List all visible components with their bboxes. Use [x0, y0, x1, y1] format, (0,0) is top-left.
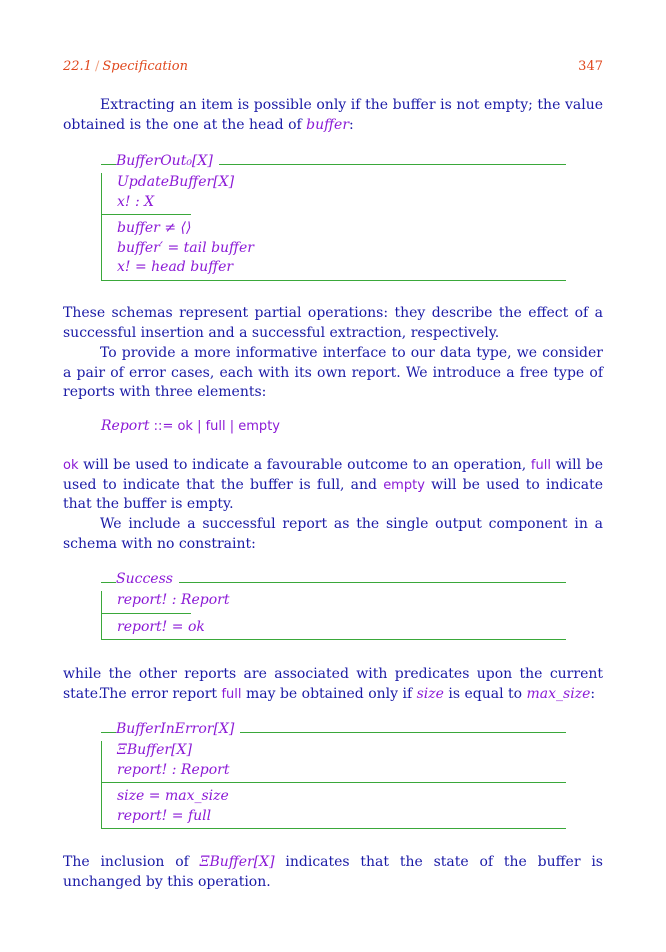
paragraph-text: will be used to indicate a favourable outcome to an operation,	[78, 457, 531, 473]
page-number: 347	[578, 59, 603, 74]
paragraph-report-meaning	[63, 456, 603, 515]
paragraph-other-reports: while the other reports are associated with predicates upon the current state.	[63, 666, 603, 702]
paragraph-text: may be obtained only if	[241, 686, 417, 702]
schema-buffer-out	[101, 153, 566, 281]
paragraph-error-cases: To provide a more informative interface to our data type, we consider a pair of error cases, each with its own report. We introduce a free type of reports with three elements:	[63, 345, 603, 400]
schema-divider	[102, 214, 191, 215]
schema-declaration: report! : Report	[117, 592, 230, 608]
schema-name: BufferOut₀[X]	[116, 153, 219, 169]
schema-divider	[102, 613, 191, 614]
free-type-definition	[101, 418, 280, 434]
schema-predicate: report! = full	[117, 807, 212, 824]
variable-xi-buffer: ΞBuffer[X]	[199, 854, 275, 870]
running-header-section	[63, 59, 188, 74]
schema-declaration: ΞBuffer[X]	[117, 742, 192, 758]
section-title: Specification	[102, 59, 188, 74]
schema-declaration: UpdateBuffer[X]	[117, 174, 235, 190]
constant-empty: empty	[383, 477, 425, 493]
paragraph-text: The inclusion of	[63, 854, 200, 870]
paragraph-successful-report: We include a successful report as the single output component in a schema with no constraint:	[63, 516, 603, 552]
schema-buffer-in-error	[101, 721, 566, 829]
paragraph-text: will be used to indicate that the buffer is full, and	[63, 457, 603, 493]
constant-full: full	[530, 458, 551, 473]
schema-success	[101, 571, 566, 640]
paragraph-inclusion	[63, 853, 603, 892]
schema-declaration: x! : X	[117, 193, 155, 210]
schema-name: BufferInError[X]	[116, 721, 240, 737]
paragraph-text: :	[349, 116, 354, 133]
schema-predicate: size = max_size	[117, 788, 229, 804]
variable-buffer: buffer	[306, 116, 350, 133]
section-number: 22.1	[63, 59, 92, 74]
paragraph-partial-operations: These schemas represent partial operations: they describe the effect of a successful insertion and a successful extraction, respectively.	[63, 305, 603, 341]
paragraph-text: :	[590, 686, 596, 702]
free-type-constructors: ::= ok | full | empty	[149, 419, 280, 434]
paragraph-extracting	[63, 96, 603, 135]
paragraph-error-full	[63, 685, 603, 705]
variable-size: size	[416, 686, 444, 702]
constant-full: full	[221, 687, 242, 702]
paragraph-text: will be used to indicate that the buffer is empty.	[63, 476, 603, 512]
variable-max-size: max_size	[526, 686, 591, 702]
schema-name: Success	[116, 571, 179, 587]
schema-declaration: report! : Report	[117, 761, 230, 778]
paragraph-text: The error report	[100, 686, 222, 702]
schema-predicate: report! = ok	[117, 618, 205, 635]
constant-ok: ok	[63, 458, 79, 473]
header-separator: /	[94, 59, 100, 74]
schema-predicate: buffer′ = tail buffer	[117, 239, 254, 256]
free-type-name: Report	[101, 418, 150, 434]
schema-predicate: buffer ≠ ⟨⟩	[117, 220, 192, 236]
paragraph-text: indicates that the state of the buffer is unchanged by this operation.	[63, 854, 603, 890]
schema-predicate: x! = head buffer	[117, 259, 234, 275]
paragraph-text: is equal to	[443, 686, 527, 702]
schema-divider	[102, 782, 566, 783]
paragraph-text: Extracting an item is possible only if the buffer is not empty; the value obtained is the one at the head of	[63, 97, 603, 133]
